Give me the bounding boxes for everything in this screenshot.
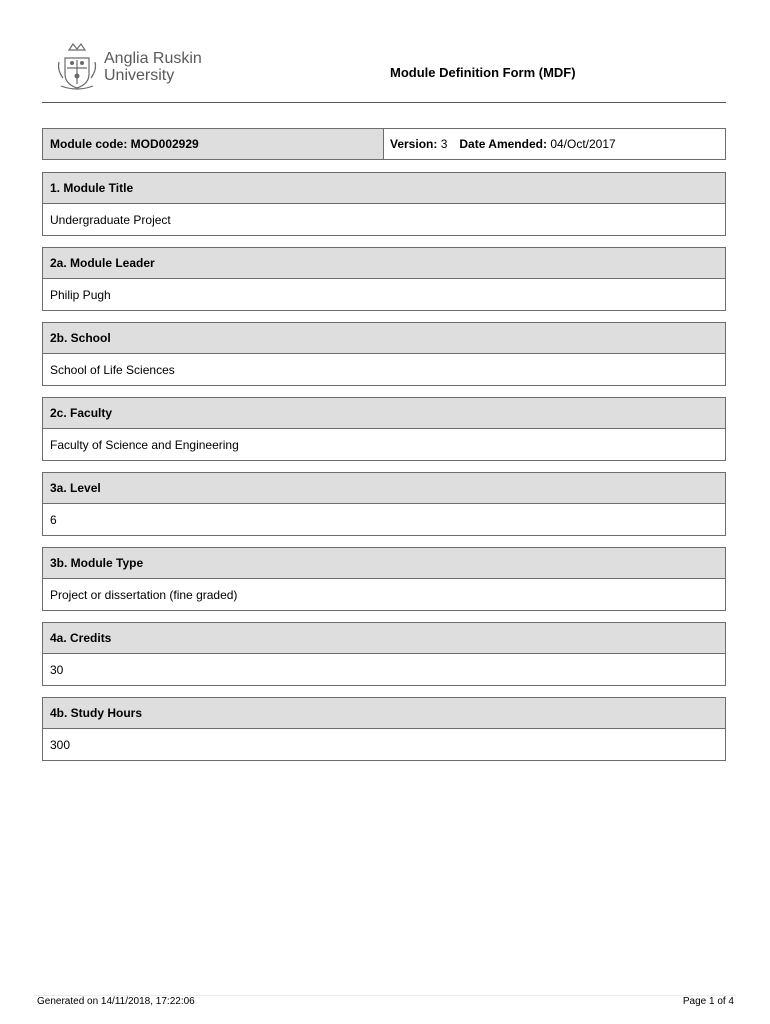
- module-code-box: [42, 128, 726, 160]
- section-credits: [42, 622, 726, 686]
- logo-line-1: Anglia Ruskin: [104, 50, 202, 67]
- university-name: [104, 50, 202, 84]
- section-value: Undergraduate Project: [50, 212, 171, 227]
- section-module-type: [42, 547, 726, 611]
- section-heading: 3a. Level: [43, 473, 725, 504]
- section-value: 6: [50, 512, 57, 527]
- version-info: [384, 129, 725, 159]
- page-header: [42, 36, 726, 102]
- section-value: Faculty of Science and Engineering: [50, 437, 239, 452]
- module-code: Module code: MOD002929: [43, 129, 384, 159]
- section-heading: 2b. School: [43, 323, 725, 354]
- section-faculty: [42, 397, 726, 461]
- section-value: School of Life Sciences: [50, 362, 175, 377]
- section-value: 300: [50, 737, 71, 752]
- section-value: Project or dissertation (fine graded): [50, 587, 238, 602]
- crest-icon: [56, 40, 98, 92]
- generated-timestamp: Generated on 14/11/2018, 17:22:06: [37, 996, 195, 1007]
- university-logo: [56, 40, 226, 92]
- section-level: [42, 472, 726, 536]
- section-module-title: [42, 172, 726, 236]
- section-heading: 3b. Module Type: [43, 548, 725, 579]
- section-heading: 4b. Study Hours: [43, 698, 725, 729]
- section-value: 30: [50, 662, 64, 677]
- section-heading: 2c. Faculty: [43, 398, 725, 429]
- date-amended-label: Date Amended:: [459, 137, 547, 151]
- page-title: Module Definition Form (MDF): [390, 65, 576, 80]
- section-heading: 4a. Credits: [43, 623, 725, 654]
- header-divider: [42, 102, 726, 103]
- logo-line-2: University: [104, 67, 175, 84]
- section-school: [42, 322, 726, 386]
- page-number: Page 1 of 4: [682, 996, 734, 1007]
- section-heading: 1. Module Title: [43, 173, 725, 204]
- section-heading: 2a. Module Leader: [43, 248, 725, 279]
- version-label: Version:: [390, 137, 438, 151]
- date-amended-value: 04/Oct/2017: [550, 137, 616, 151]
- section-module-leader: [42, 247, 726, 311]
- section-value: Philip Pugh: [50, 287, 111, 302]
- version-value: 3: [440, 137, 448, 151]
- section-study-hours: [42, 697, 726, 761]
